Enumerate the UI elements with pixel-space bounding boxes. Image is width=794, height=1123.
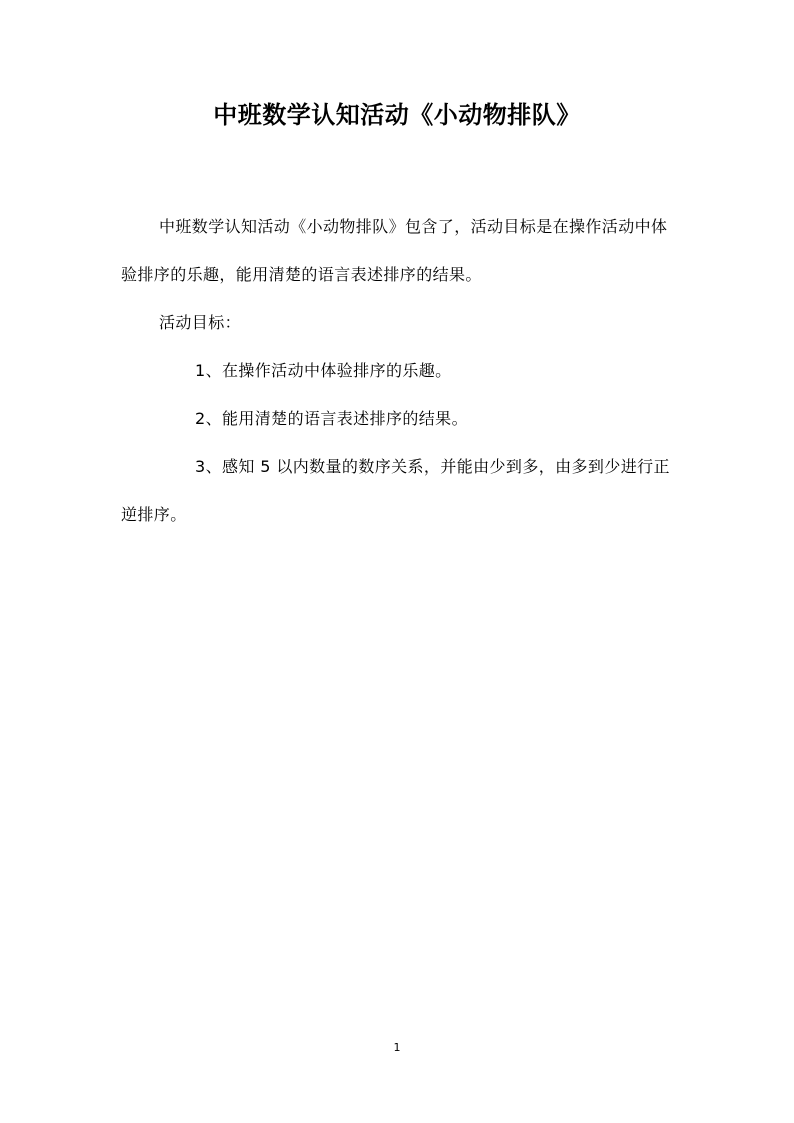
objective-item: 3、感知 5 以内数量的数序关系，并能由少到多，由多到少进行正逆排序。 (121, 457, 670, 524)
objectives-heading: 活动目标： (159, 313, 242, 332)
page-number: 1 (393, 1041, 401, 1054)
document-title: 中班数学认知活动《小动物排队》 (213, 100, 581, 129)
intro-paragraph: 中班数学认知活动《小动物排队》包含了，活动目标是在操作活动中体验排序的乐趣，能用清楚的语言表述排序的结果。 (121, 217, 668, 284)
objective-item: 2、能用清楚的语言表述排序的结果。 (195, 409, 468, 428)
objective-item: 1、在操作活动中体验排序的乐趣。 (195, 361, 452, 380)
objectives-list (121, 347, 677, 539)
